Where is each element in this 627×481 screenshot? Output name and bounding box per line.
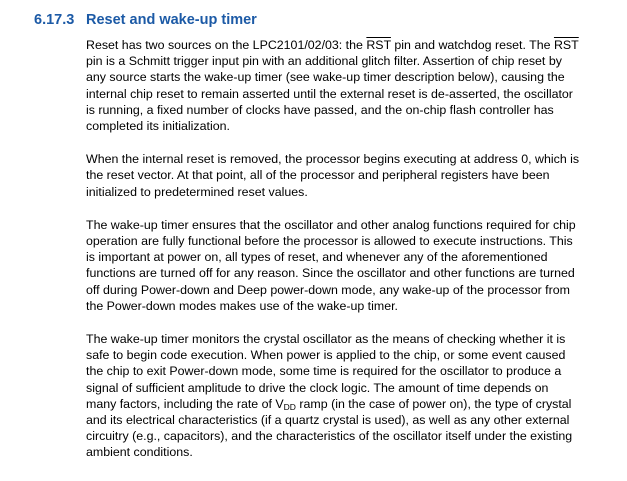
- text-run: completed its initialization.: [86, 119, 230, 134]
- text-run: any source starts the wake-up timer (see wake-up timer description below), causing the: [86, 70, 565, 85]
- text-line: [86, 167, 606, 183]
- text-run: off during Power-down and Deep power-down mode, any wake-up of the processor from: [86, 282, 570, 297]
- text-line: [86, 396, 606, 412]
- text-line: [86, 428, 606, 444]
- section-title: Reset and wake-up timer: [86, 12, 257, 28]
- text-run: pin is a Schmitt trigger input pin with an additional glitch filter. Assertion of chip reset by: [86, 54, 562, 69]
- text-run: The wake-up timer ensures that the oscillator and other analog functions required for chip: [86, 217, 576, 232]
- text-run: functions are turned off for any reason. Since the oscillator and other functions are turned: [86, 266, 575, 281]
- text-run: the reset vector. At that point, all of the processor and peripheral registers have been: [86, 168, 550, 183]
- text-line: [86, 282, 606, 298]
- text-run: many factors, including the rate of V: [86, 396, 284, 411]
- text-line: [86, 347, 606, 363]
- section-body: [86, 37, 606, 478]
- text-line: [86, 249, 606, 265]
- text-run: internal chip reset to remain asserted until the external reset is de-asserted, the oscillator: [86, 86, 573, 101]
- signal-name-overlined: $\overline{RST}$: [553, 38, 579, 52]
- text-run: ramp (in the case of power on), the type of crystal: [295, 396, 572, 411]
- signal-name-overlined: $\overline{RST}$: [366, 38, 391, 52]
- subscript: DD: [283, 401, 296, 412]
- text-run: the Power-down modes makes use of the wake-up timer.: [86, 298, 398, 313]
- text-run: is important at power on, all types of reset, and whenever any of the aforementioned: [86, 250, 548, 265]
- text-run: ambient conditions.: [86, 445, 193, 460]
- text-line: [86, 233, 606, 249]
- text-line: [86, 444, 606, 460]
- text-line: [86, 184, 606, 200]
- text-run: signal of sufficient amplitude to drive the clock logic. The amount of time depends on: [86, 380, 549, 395]
- text-run: circuitry (e.g., capacitors), and the characteristics of the oscillator itself under the existing: [86, 429, 573, 444]
- text-run: pin and watchdog reset. The: [390, 38, 554, 52]
- text-line: [86, 380, 606, 396]
- text-line: [86, 298, 606, 314]
- text-line: [86, 265, 606, 281]
- section-number: 6.17.3: [34, 12, 75, 28]
- text-line: [86, 118, 606, 134]
- text-run: operation are fully functional before the processor is allowed to execute instructions. This: [86, 234, 573, 249]
- text-run: Reset has two sources on the LPC2101/02/03: the: [86, 38, 367, 52]
- text-run: the chip to exit Power-down mode, some time is required for the oscillator to produce a: [86, 364, 562, 379]
- text-run: initialized to predetermined reset values.: [86, 184, 308, 199]
- text-line: [86, 217, 606, 233]
- text-run: The wake-up timer monitors the crystal oscillator as the means of checking whether it is: [86, 332, 566, 347]
- text-run: is running, a fixed number of clocks have passed, and the on-chip flash controller has: [86, 102, 554, 117]
- text-line: [86, 102, 606, 118]
- text-run: When the internal reset is removed, the processor begins executing at address 0, which is: [86, 152, 580, 167]
- text-line: [86, 53, 606, 69]
- paragraph: [86, 151, 606, 200]
- text-line: [86, 37, 606, 53]
- text-line: [86, 412, 606, 428]
- text-run: safe to begin code execution. When power is applied to the chip, or some event caused: [86, 348, 566, 363]
- paragraph: [86, 37, 606, 134]
- text-line: [86, 86, 606, 102]
- text-line: [86, 363, 606, 379]
- section-heading: [34, 12, 257, 28]
- text-line: [86, 151, 606, 167]
- paragraph: [86, 331, 606, 461]
- text-line: [86, 331, 606, 347]
- text-run: and its electrical characteristics (if a quartz crystal is used), as well as any other external: [86, 413, 570, 428]
- text-line: [86, 69, 606, 85]
- paragraph: [86, 217, 606, 314]
